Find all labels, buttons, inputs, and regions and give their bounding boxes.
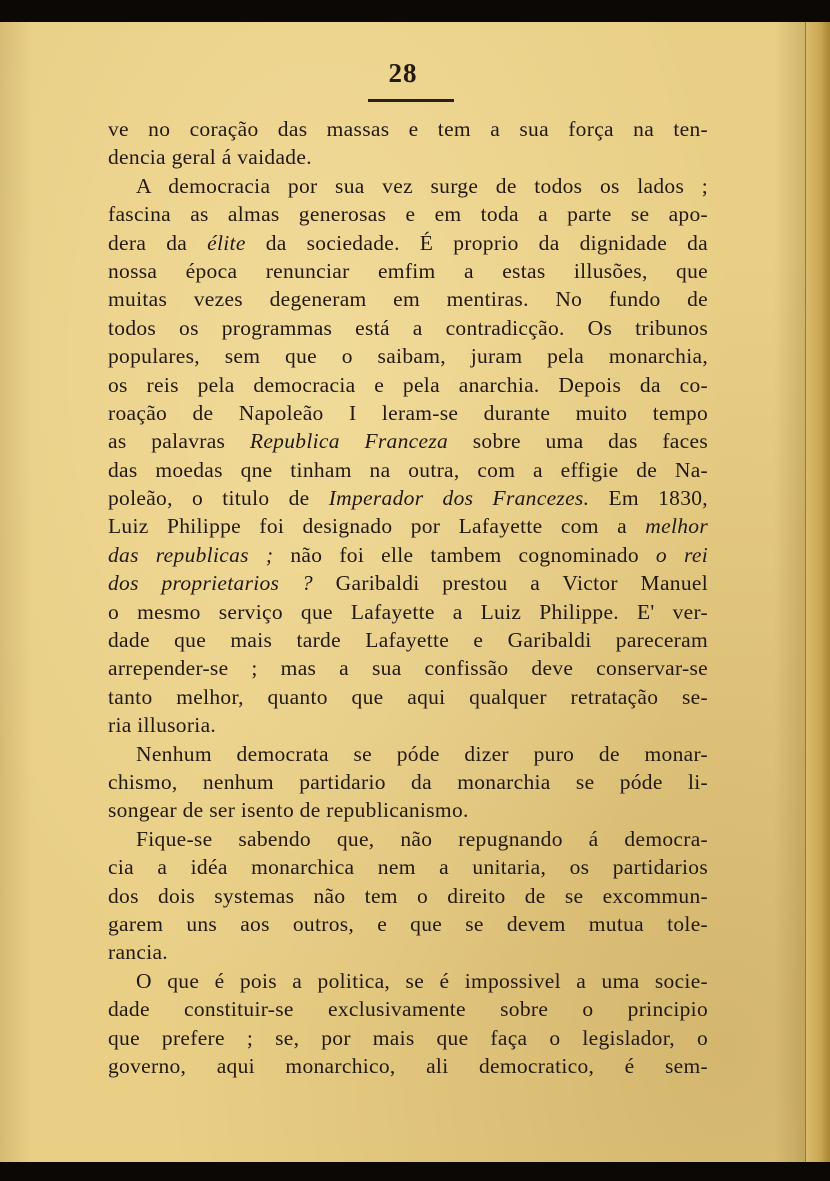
text-line: muitas vezes degeneram em mentiras. No fundo de [108,287,708,312]
italic-run: élite [207,230,246,255]
text-line: dade que mais tarde Lafayette e Garibaldi pareceram [108,628,708,653]
text-run: Garibaldi prestou a Victor Manuel [312,571,709,596]
italic-run: melhor [645,514,708,539]
text-line: garem uns aos outros, e que se devem mutua tole- [108,911,708,936]
text-line: arrepender-se ; mas a sua confissão deve conservar-se [108,656,708,681]
text-line: dos dois systemas não tem o direito de se excommun- [108,883,708,908]
text-line: governo, aqui monarchico, ali democratico, é sem- [108,1053,708,1078]
text-line: O que é pois a politica, se é impossivel a uma socie- [136,968,708,993]
page-header [0,58,806,89]
text-line: o mesmo serviço que Lafayette a Luiz Philippe. E' ver- [108,599,708,624]
text-line: todos os programmas está a contradicção. Os tribunos [108,315,708,340]
text-line: ve no coração das massas e tem a sua força na ten- [108,117,708,141]
text-run: dera da [108,230,208,255]
text-line [108,569,708,597]
text-line: dencia geral á vaidade. [108,145,312,170]
italic-run: Imperador dos Francezes. [328,486,590,511]
text-run: sobre uma das faces [448,429,708,454]
text-line [108,541,708,569]
text-run: poleão, o titulo de [108,486,329,511]
header-rule [368,99,454,102]
text-line [108,427,708,455]
text-line: ria illusoria. [108,713,217,738]
text-line: cia a idéa monarchica nem a unitaria, os partidarios [108,855,708,880]
italic-run: o rei [655,542,709,567]
body-text [108,115,708,1080]
text-line: Fique-se sabendo que, não repugnando á democra- [136,826,708,851]
italic-run: dos proprietarios ? [108,571,313,596]
text-line: dade constituir-se exclusivamente sobre o principio [108,997,708,1022]
text-line: os reis pela democracia e pela anarchia. Depois da co- [108,372,708,397]
italic-run: Republica Franceza [249,429,449,454]
text-line: populares, sem que o saibam, juram pela monarchia, [108,344,708,369]
text-line [108,512,708,540]
italic-run: das republicas ; [108,542,274,567]
text-run: Em 1830, [589,486,708,511]
text-run: não foi elle tambem cognominado [273,542,656,567]
text-line: Nenhum democrata se póde dizer puro de monar- [136,741,708,766]
page-edge [805,22,830,1162]
text-line: A democracia por sua vez surge de todos os lados ; [136,173,708,198]
text-run: as palavras [108,429,250,454]
text-line: chismo, nenhum partidario da monarchia se póde li- [108,769,708,794]
text-run: da sociedade. É proprio da dignidade da [245,230,708,255]
text-line: que prefere ; se, por mais que faça o legislador, o [108,1025,708,1050]
page-number: 28 [388,58,418,88]
text-line: fascina as almas generosas e em toda a parte se apo- [108,202,708,227]
text-line: roação de Napoleão I leram-se durante muito tempo [108,400,708,425]
text-line: tanto melhor, quanto que aqui qualquer retratação se- [108,684,708,709]
text-run: Luiz Philippe foi designado por Lafayette com a [108,514,646,539]
text-line: das moedas qne tinham na outra, com a effigie de Na- [108,457,708,482]
text-line [108,484,708,512]
text-line: rancia. [108,940,168,965]
text-line: songear de ser isento de republicanismo. [108,798,469,823]
text-line: nossa época renunciar emfim a estas illusões, que [108,258,708,283]
text-line [108,229,708,257]
